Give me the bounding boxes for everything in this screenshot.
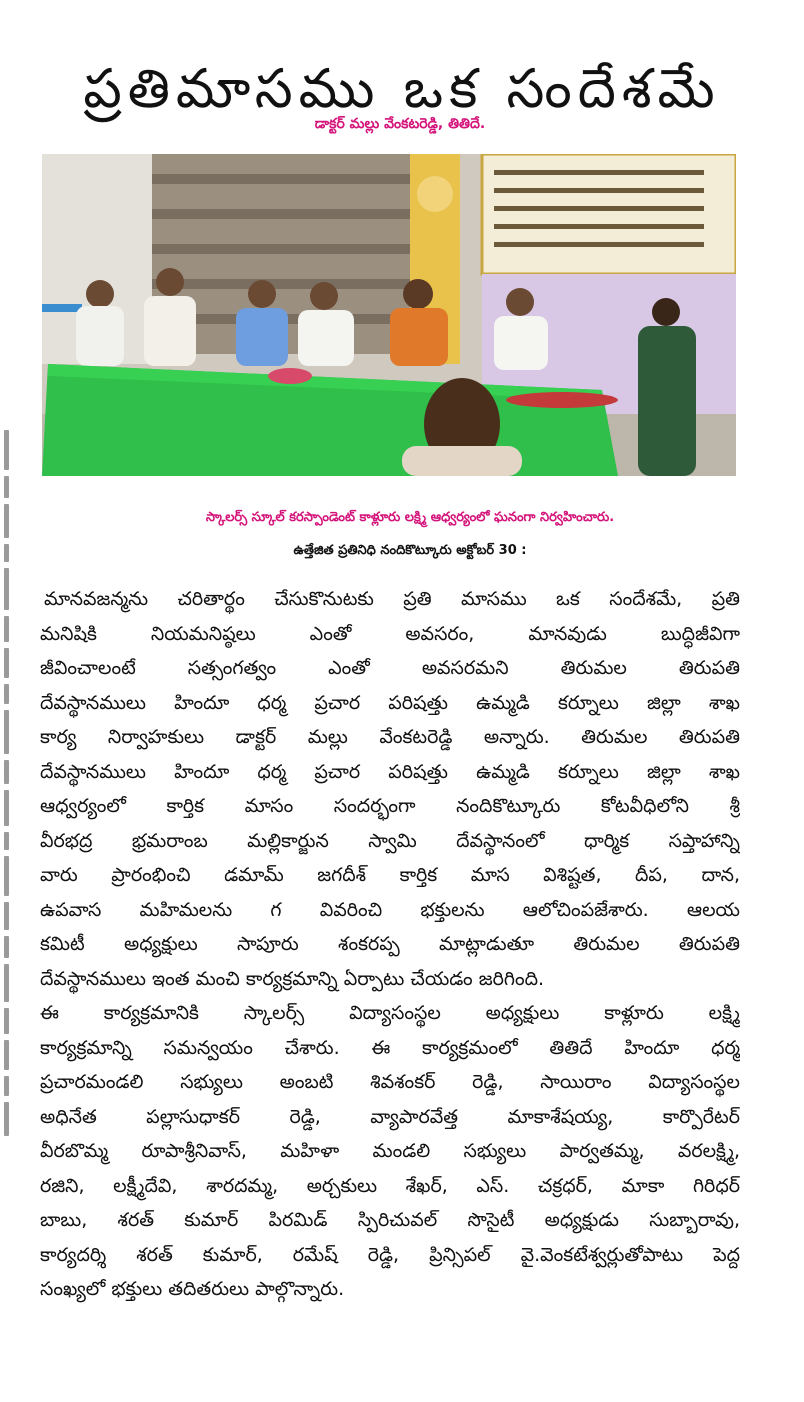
event-photo [42, 154, 736, 476]
article-line: రజిని, లక్ష్మీదేవి, శారదమ్మ, అర్చకులు శేఖర్, ఎస్. చక్రధర్, మాకా గిరిధర్ [40, 1174, 740, 1197]
article-line: కార్యక్రమాన్ని సమన్వయం చేశారు. ఈ కార్యక్రమంలో తితిదే హిందూ ధర్మ [40, 1036, 740, 1059]
article-line: ప్రచారమండలి సభ్యులు అంబటి శివశంకర్ రెడ్డి, సాయిరాం విద్యాసంస్థల [40, 1071, 740, 1093]
article-line: వీరబొమ్మ రూపాశ్రీనివాస్, మహిళా మండలి సభ్యులు పార్వతమ్మ, వరలక్ష్మి, [40, 1140, 740, 1162]
margin-scan-artifact [0, 430, 14, 1320]
article-line: మనిషికి నియమనిష్ఠలు ఎంతో అవసరం, మానవుడు బుద్ధిజీవిగా [40, 622, 740, 645]
dateline: ఉత్తేజిత ప్రతినిధి నందికొట్కూరు అక్టోబర్ 30 : [293, 543, 527, 558]
article-line: దేవస్థానములు హిందూ ధర్మ ప్రచార పరిషత్తు ఉమ్మడి కర్నూలు జిల్లా శాఖ [40, 691, 740, 714]
article-line: బాబు, శరత్ కుమార్ పిరమిడ్ స్పిరిచువల్ సొసైటీ అధ్యక్షుడు సుబ్బారావు, [40, 1209, 740, 1231]
article-line: దేవస్థానములు హిందూ ధర్మ ప్రచార పరిషత్తు ఉమ్మడి కర్నూలు జిల్లా శాఖ [40, 760, 740, 783]
article-line: వారు ప్రారంభించి డమామ్ జగదీశ్ కార్తిక మాస విశిష్టత, దీప, దాన, [40, 864, 740, 886]
article-line: దేవస్థానములు ఇంత మంచి కార్యక్రమాన్ని ఏర్పాటు చేయడం జరిగింది. [40, 967, 545, 990]
article-line: కమిటీ అధ్యక్షులు సాపూరు శంకరప్ప మాట్లాడుతూ తిరుమల తిరుపతి [40, 933, 740, 955]
article-line: సంఖ్యలో భక్తులు తదితరులు పాల్గొన్నారు. [40, 1278, 345, 1300]
photo-caption: స్కాలర్స్ స్కూల్ కరస్పాండెంట్ కాళ్లూరు లక్ష్మి ఆధ్వర్యంలో ఘనంగా నిర్వహించారు. [205, 510, 615, 525]
article-line: ఆధ్వర్యంలో కార్తిక మాసం సందర్భంగా నందికొట్కూరు కోటవీధిలోని శ్రీ [40, 795, 740, 817]
article-line: కార్యదర్శి శరత్ కుమార్, రమేష్ రెడ్డి, ప్రిన్సిపల్ వై.వెంకటేశ్వర్లుతోపాటు పెద్ద [40, 1243, 740, 1266]
article-line: అధినేత పల్లాసుధాకర్ రెడ్డి, వ్యాపారవేత్త మాకాశేషయ్య, కార్పొరేటర్ [40, 1105, 740, 1128]
article-line: కార్య నిర్వాహకులు డాక్టర్ మల్లు వేంకటరెడ్డి అన్నారు. తిరుమల తిరుపతి [40, 726, 740, 748]
article-line: వీరభద్ర భ్రమరాంబ మల్లికార్జున స్వామి దేవస్థానంలో ధార్మిక సప్తాహాన్ని [40, 829, 740, 852]
article-line: మానవజన్మను చరితార్థం చేసుకొనుటకు ప్రతి మాసము ఒక సందేశమే, ప్రతి [44, 588, 740, 610]
article-line: ఉపవాస మహిమలను గ వివరించి భక్తులను ఆలోచింపజేశారు. ఆలయ [40, 898, 740, 921]
article-line: ఈ కార్యక్రమానికి స్కాలర్స్ విద్యాసంస్థల అధ్యక్షులు కాళ్లూరు లక్ష్మి [40, 1002, 740, 1024]
article-body [40, 582, 740, 1307]
byline: డాక్టర్ మల్లు వేంకటరెడ్డి, తితిదే. [314, 116, 486, 132]
headline: ప్రతిమాసము ఒక సందేశమే [83, 57, 721, 121]
article-line: జీవించాలంటే సత్సంగత్వం ఎంతో అవసరమని తిరుమల తిరుపతి [40, 657, 740, 679]
